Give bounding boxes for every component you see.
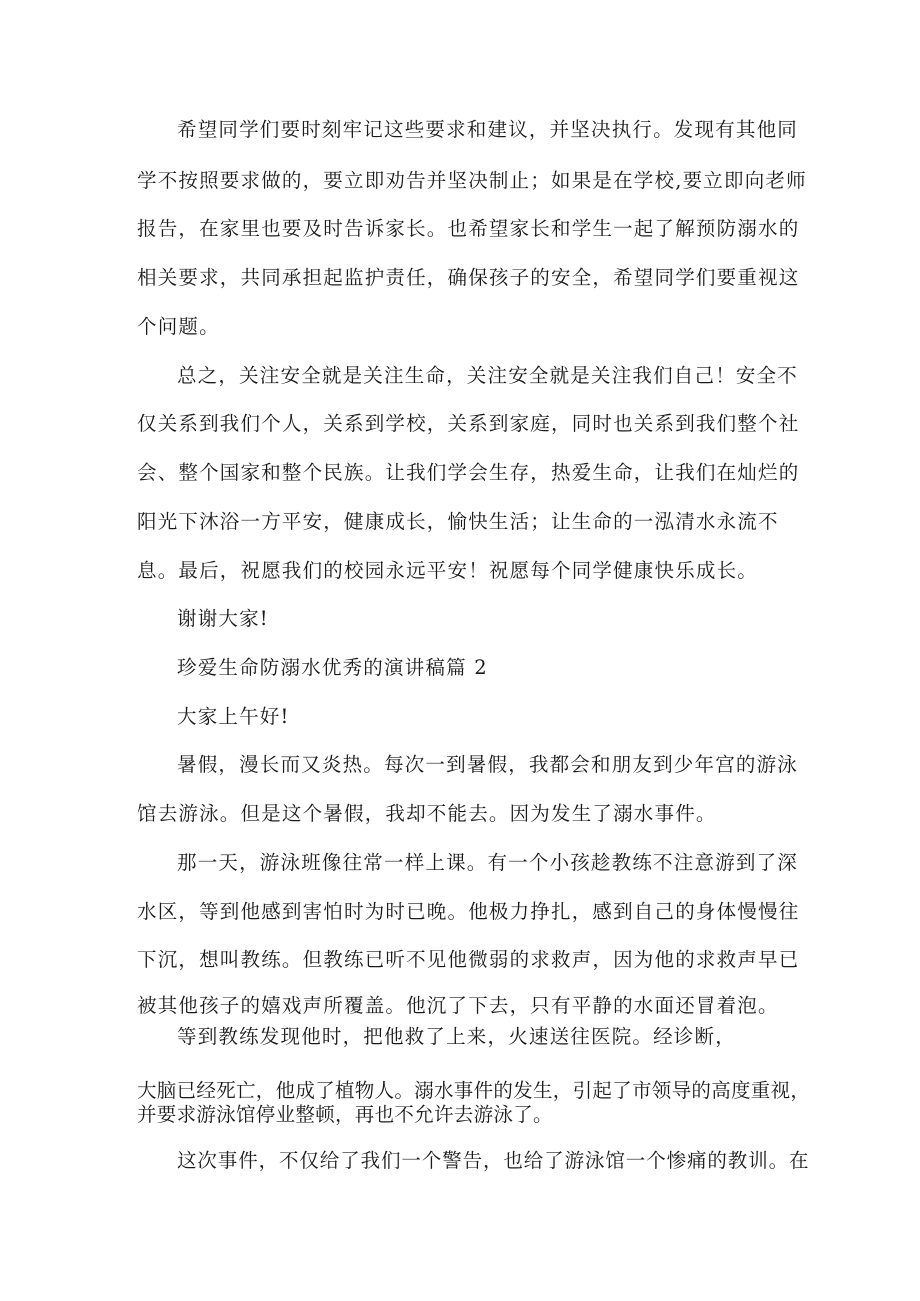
text-line: 希望同学们要时刻牢记这些要求和建议，并坚决执行。发现有其他同	[177, 118, 799, 141]
text-line: 报告，在家里也要及时告诉家长。也希望家长和学生一起了解预防溺水的	[137, 217, 800, 240]
text-line: 馆去游泳。但是这个暑假，我却不能去。因为发生了溺水事件。	[137, 802, 717, 825]
text-line: 大脑已经死亡，他成了植物人。溺水事件的发生，引起了市领导的高度重视，	[137, 1079, 811, 1102]
text-line: 等到教练发现他时，把他救了上来，火速送往医院。经诊断，	[177, 1025, 736, 1048]
text-line: 谢谢大家!	[177, 607, 269, 630]
text-line: 息。最后，祝愿我们的校园永远平安！祝愿每个同学健康快乐成长。	[137, 559, 759, 582]
text-line: 暑假，漫长而又炎热。每次一到暑假，我都会和朋友到少年宫的游泳	[177, 753, 799, 776]
text-line: 会、整个国家和整个民族。让我们学会生存，热爱生命，让我们在灿烂的	[137, 461, 800, 484]
text-line: 学不按照要求做的，要立即劝告并坚决制止；如果是在学校,要立即向老师	[137, 169, 807, 192]
text-line: 个问题。	[137, 315, 220, 338]
text-line: 相关要求，共同承担起监护责任，确保孩子的安全，希望同学们要重视这	[137, 266, 800, 289]
text-line: 被其他孩子的嬉戏声所覆盖。他沉了下去，只有平静的水面还冒着泡。	[137, 994, 779, 1017]
text-line: 阳光下沐浴一方平安，健康成长，愉快生活；让生命的一泓清水永流不	[137, 510, 779, 533]
section-heading: 珍爱生命防溺水优秀的演讲稿篇 2	[177, 656, 488, 679]
text-line: 并要求游泳馆停业整顿，再也不允许去游泳了。	[137, 1103, 553, 1126]
text-line: 仅关系到我们个人，关系到学校，关系到家庭，同时也关系到我们整个社	[137, 412, 800, 435]
text-line: 那一天，游泳班像往常一样上课。有一个小孩趁教练不注意游到了深	[177, 851, 799, 874]
text-line: 这次事件，不仅给了我们一个警告，也给了游泳馆一个惨痛的教训。在	[177, 1149, 810, 1172]
text-line: 下沉，想叫教练。但教练已听不见他微弱的求救声，因为他的求救声早已	[137, 948, 800, 971]
text-line: 总之，关注安全就是关注生命，关注安全就是关注我们自己！安全不	[177, 364, 799, 387]
text-line: 水区，等到他感到害怕时为时已晚。他极力挣扎，感到自己的身体慢慢往	[137, 900, 800, 923]
text-line: 大家上午好!	[177, 705, 290, 728]
